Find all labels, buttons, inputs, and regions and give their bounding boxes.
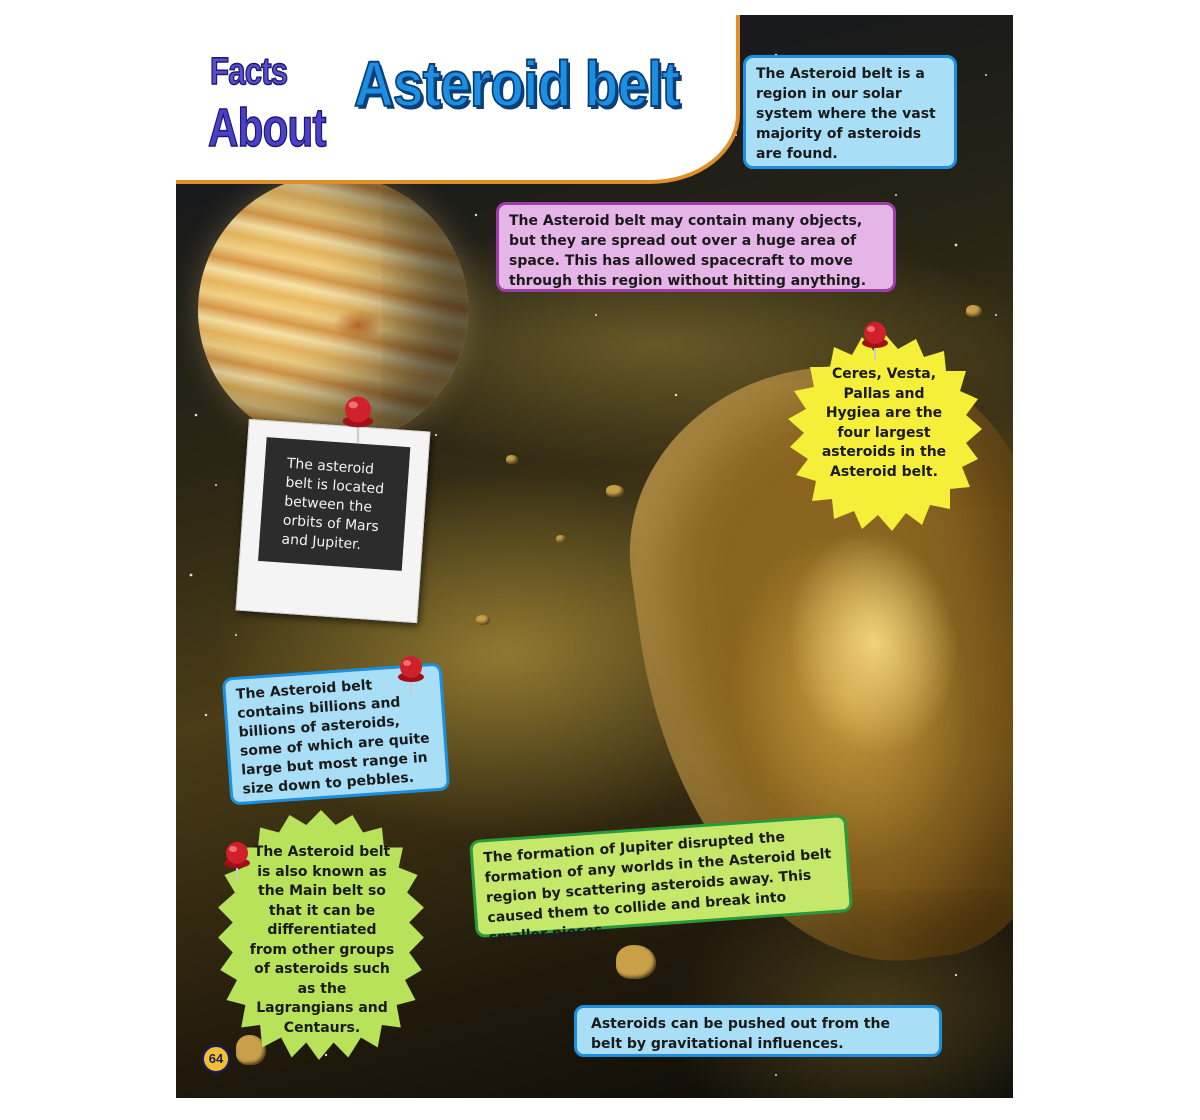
header-panel	[176, 15, 740, 184]
asteroid-rock	[966, 305, 982, 317]
asteroid-rock	[506, 455, 518, 464]
pushpin-icon	[338, 393, 378, 445]
pushpin-icon	[220, 839, 254, 883]
fact-text-location: The asteroid belt is located between the orbits of Mars and Jupiter.	[258, 437, 410, 571]
fact-text-largest: Ceres, Vesta, Pallas and Hygiea are the four largest asteroids in the Asteroid belt.	[821, 366, 947, 480]
fact-box-intro	[743, 55, 957, 169]
fact-text-pushed: Asteroids can be pushed out from the belt by gravitational influences.	[591, 1016, 890, 1052]
book-page	[176, 15, 1013, 1098]
asteroid-rock	[476, 615, 490, 625]
fact-box-pushed	[574, 1005, 942, 1057]
asteroid-rock	[606, 485, 624, 497]
fact-box-spread	[496, 202, 896, 292]
page-number: 64	[202, 1045, 230, 1073]
fact-text-spread: The Asteroid belt may contain many objects, but they are spread out over a huge area of space. This has allowed spacecraft to move through this region without hitting anything.	[509, 213, 867, 289]
fact-text-billions: The Asteroid belt contains billions and billions of asteroids, some of which are quite large but most range in size down to pebbles.	[235, 677, 431, 798]
polaroid-fact-location	[236, 419, 431, 623]
pushpin-icon	[394, 653, 428, 697]
fact-text-main-belt: The Asteroid belt is also known as the Main belt so that it can be differentiated from other groups of asteroids such as the Lagrangians and Centaurs.	[249, 844, 395, 1036]
fact-text-formation: The formation of Jupiter disrupted the formation of any worlds in the Asteroid belt region by scattering asteroids away. This caused them to collide and break into smaller pieces.	[482, 829, 832, 947]
title-facts: Facts	[210, 51, 288, 93]
asteroid-rock	[556, 535, 566, 543]
jupiter-planet	[198, 175, 468, 445]
title-about: About	[208, 98, 326, 158]
fact-text-intro: The Asteroid belt is a region in our solar system where the vast majority of asteroids are found.	[756, 66, 936, 162]
page-title: Asteroid belt	[354, 48, 680, 120]
asteroid-rock	[616, 945, 656, 979]
pushpin-icon	[858, 319, 892, 363]
